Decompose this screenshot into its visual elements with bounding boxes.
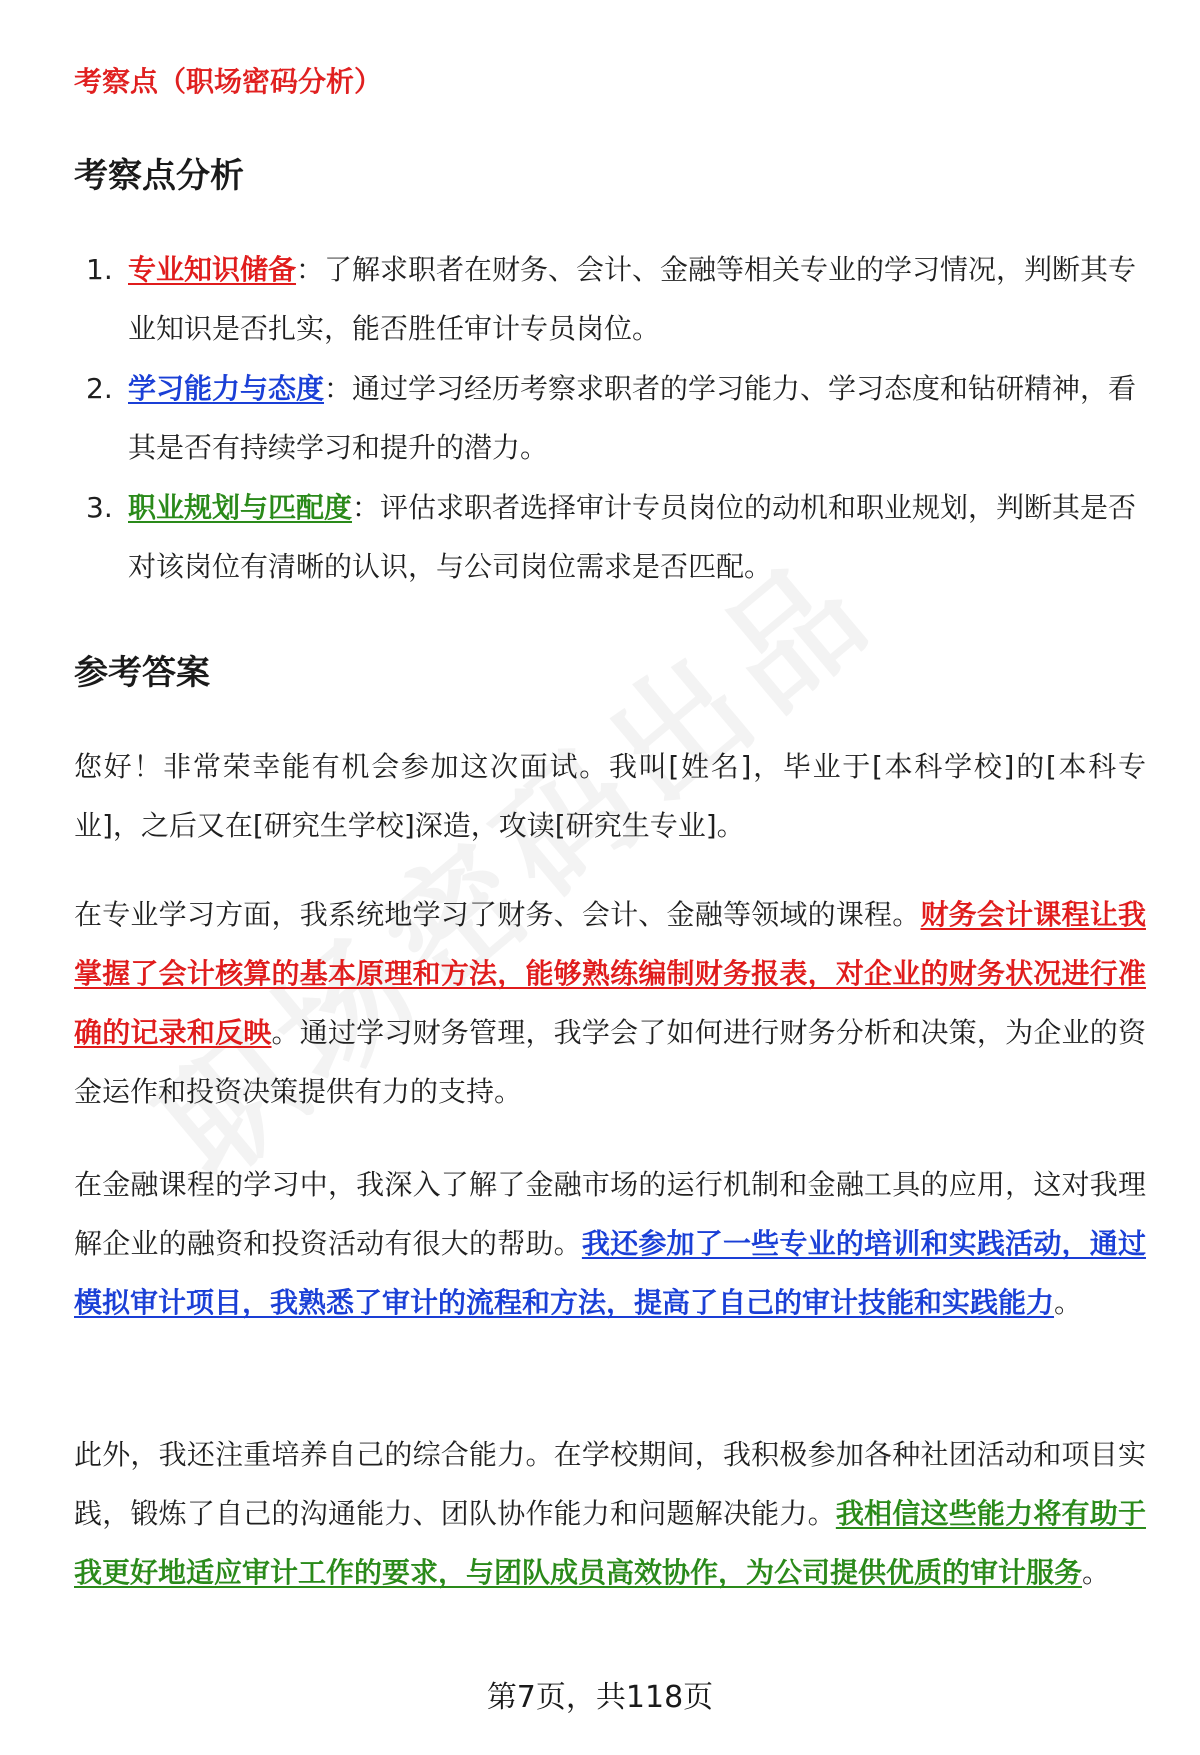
answer-paragraph (74, 1155, 1146, 1332)
paragraph-text: 。 (1082, 1556, 1111, 1589)
paragraph-text: 此外，我还注重培养自己的综合能力。在学校期间，我积极参加各种社团活动和项目实践，锻炼了自己的沟通能力、团队协作能力和问题解决能力。 (74, 1438, 1146, 1530)
analysis-heading: 考察点分析 (74, 156, 244, 196)
point-keyword: 学习能力与态度 (128, 372, 325, 405)
answer-heading: 参考答案 (74, 653, 210, 693)
point-text: ：了解求职者在财务、会计、金融等相关专业的学习情况，判断其专业知识是否扎实，能否胜任审计专员岗位。 (128, 253, 1137, 345)
point-keyword: 专业知识储备 (128, 253, 297, 286)
highlighted-text: 财务会计课程让我掌握了会计核算的基本原理和方法，能够熟练编制财务报表，对企业的财务状况进行准确的记录和反映 (74, 898, 1146, 1049)
point-keyword: 职业规划与匹配度 (128, 491, 353, 524)
point-number: 2. (86, 372, 113, 405)
point-number: 1. (86, 253, 113, 286)
page-number: 第7页，共118页 (486, 1680, 714, 1715)
highlighted-text: 我相信这些能力将有助于我更好地适应审计工作的要求，与团队成员高效协作，为公司提供优质的审计服务 (74, 1497, 1146, 1589)
analysis-list (74, 240, 1146, 597)
analysis-point (74, 359, 1146, 477)
analysis-point (74, 240, 1146, 358)
analysis-point (74, 478, 1146, 596)
point-text: ：通过学习经历考察求职者的学习能力、学习态度和钻研精神，看其是否有持续学习和提升的潜力。 (128, 372, 1137, 464)
point-number: 3. (86, 491, 113, 524)
paragraph-text: 。通过学习财务管理，我学会了如何进行财务分析和决策，为企业的资金运作和投资决策提供有力的支持。 (74, 1016, 1146, 1108)
point-text: ：评估求职者选择审计专员岗位的动机和职业规划，判断其是否对该岗位有清晰的认识，与公司岗位需求是否匹配。 (128, 491, 1137, 583)
highlighted-text: 我还参加了一些专业的培训和实践活动，通过模拟审计项目，我熟悉了审计的流程和方法，提高了自己的审计技能和实践能力 (74, 1227, 1146, 1319)
paragraph-text: 在金融课程的学习中，我深入了解了金融市场的运行机制和金融工具的应用，这对我理解企业的融资和投资活动有很大的帮助。 (74, 1168, 1146, 1260)
paragraph-text: 。 (1054, 1286, 1083, 1319)
answer-paragraph (74, 885, 1146, 1121)
paragraph-text: 在专业学习方面，我系统地学习了财务、会计、金融等领域的课程。 (74, 898, 921, 931)
answer-paragraph (74, 1425, 1146, 1602)
section-kicker: 考察点（职场密码分析） (74, 65, 383, 98)
answer-paragraph: 您好！非常荣幸能有机会参加这次面试。我叫[姓名]，毕业于[本科学校]的[本科专业]，之后又在[研究生学校]深造，攻读[研究生专业]。 (74, 750, 1146, 842)
